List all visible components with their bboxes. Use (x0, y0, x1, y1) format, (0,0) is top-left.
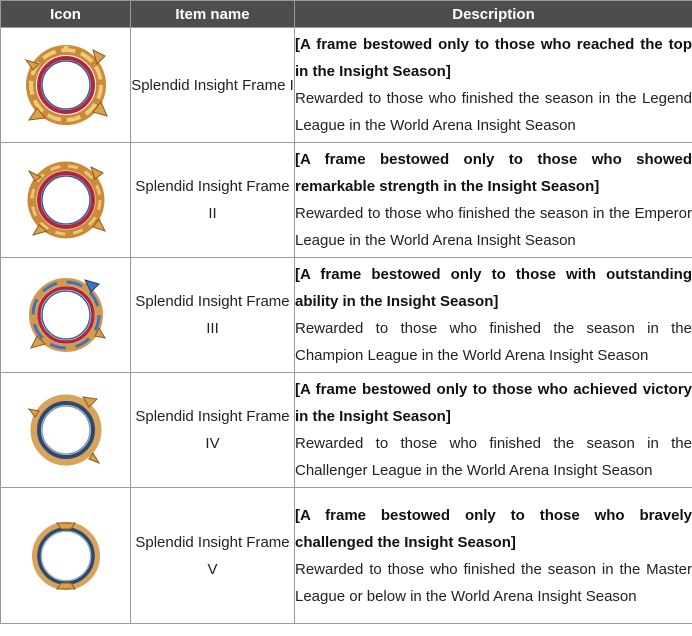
item-name: Splendid Insight Frame IV (131, 373, 295, 488)
description-body: Rewarded to those who finished the season in the Emperor League in the World Arena Insight Season (295, 205, 692, 249)
header-row (1, 1, 692, 28)
description-column-header: Description (295, 1, 692, 28)
icon-cell (1, 28, 131, 143)
description (295, 373, 692, 488)
icon-cell (1, 143, 131, 258)
item-name: Splendid Insight Frame V (131, 488, 295, 624)
description (295, 258, 692, 373)
description-body: Rewarded to those who finished the season in the Master League or below in the World Arena Insight Season (295, 560, 692, 605)
item-name: Splendid Insight Frame III (131, 258, 295, 373)
table-row (1, 143, 692, 258)
description-body: Rewarded to those who finished the season in the Challenger League in the World Arena Insight Season (295, 435, 692, 479)
icon-cell (1, 488, 131, 624)
description (295, 143, 692, 258)
description-body: Rewarded to those who finished the season in the Champion League in the World Arena Insight Season (295, 320, 692, 364)
table-row (1, 373, 692, 488)
table-row (1, 28, 692, 143)
challenger-frame-icon (23, 387, 109, 473)
description-title: [A frame bestowed only to those with outstanding ability in the Insight Season] (295, 266, 692, 310)
item-name-column-header: Item name (131, 1, 295, 28)
icon-cell (1, 258, 131, 373)
table-row (1, 488, 692, 624)
master-frame-icon (23, 513, 109, 599)
description (295, 488, 692, 624)
description-body: Rewarded to those who finished the season in the Legend League in the World Arena Insight Season (295, 90, 692, 134)
item-name: Splendid Insight Frame II (131, 143, 295, 258)
icon-column-header: Icon (1, 1, 131, 28)
legend-frame-icon (23, 42, 109, 128)
champion-frame-icon (23, 272, 109, 358)
item-name: Splendid Insight Frame I (131, 28, 295, 143)
description (295, 28, 692, 143)
description-title: [A frame bestowed only to those who reached the top in the Insight Season] (295, 36, 692, 80)
description-title: [A frame bestowed only to those who achieved victory in the Insight Season] (295, 381, 692, 425)
table-row (1, 258, 692, 373)
emperor-frame-icon (23, 157, 109, 243)
description-title: [A frame bestowed only to those who showed remarkable strength in the Insight Season] (295, 151, 692, 195)
icon-cell (1, 373, 131, 488)
description-title: [A frame bestowed only to those who bravely challenged the Insight Season] (295, 506, 692, 551)
